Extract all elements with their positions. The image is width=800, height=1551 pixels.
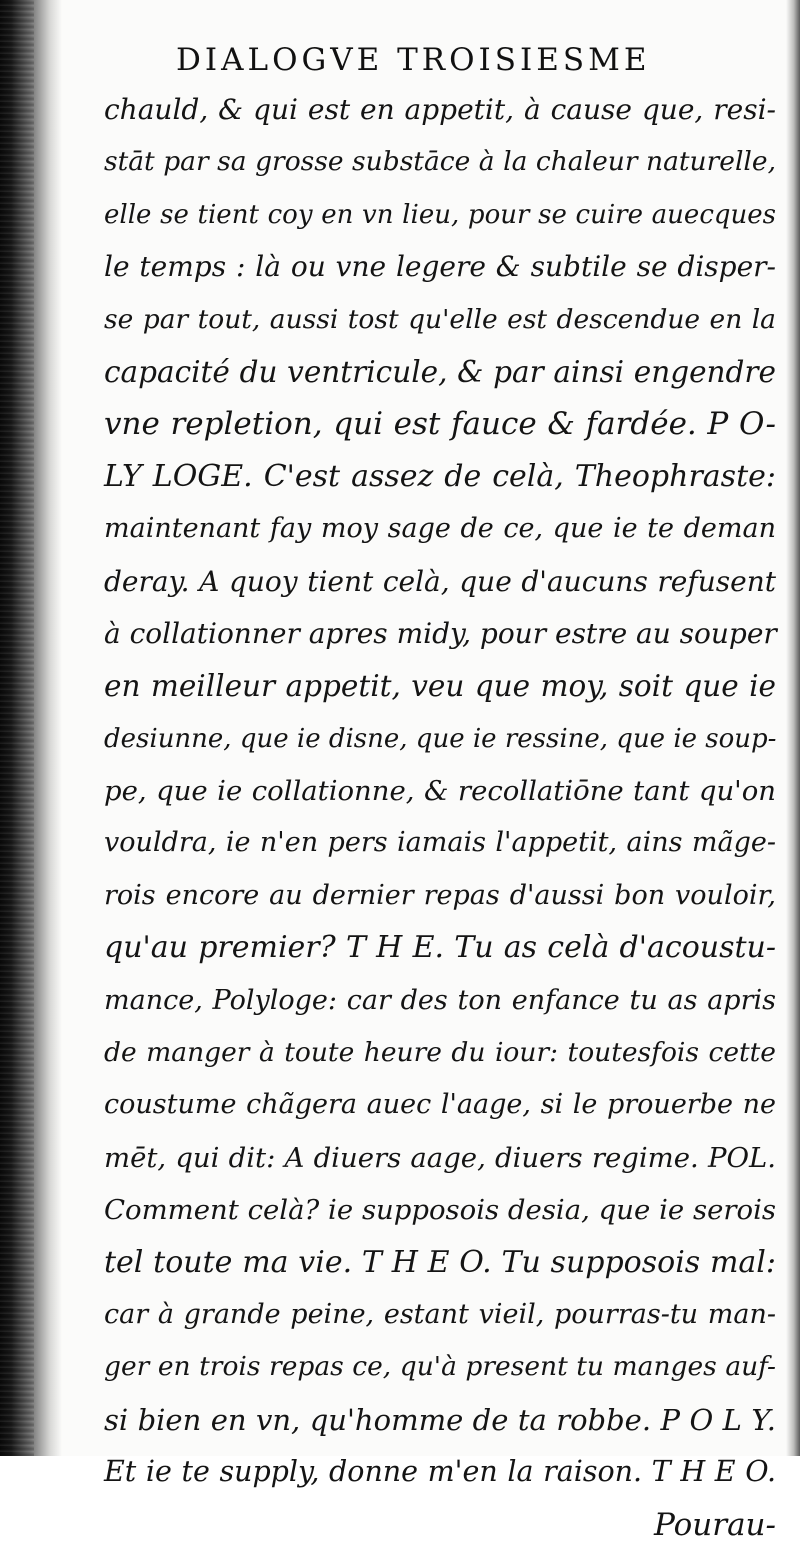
text-line: mance, Polyloge: car des ton enfance tu as apris xyxy=(104,984,776,1016)
page-edge-shadow xyxy=(786,0,800,1456)
text-line: à collationner apres midy, pour estre au souper xyxy=(104,616,777,650)
text-line: pe, que ie collationne, & recollatiōne tant qu'on xyxy=(104,775,776,808)
text-line: se par tout, aussi tost qu'elle est descendue en la xyxy=(104,303,776,335)
running-title: DIALOGVE TROISIESME xyxy=(176,42,651,78)
text-line: rois encore au dernier repas d'aussi bon vouloir, xyxy=(104,879,776,911)
text-line: maintenant fay moy sage de ce, que ie te deman xyxy=(104,513,776,545)
text-line: tel toute ma vie. T H E O. Tu supposois mal: xyxy=(104,1244,776,1280)
text-line: stāt par sa grosse substāce à la chaleur naturelle, xyxy=(104,146,776,178)
text-line: deray. A quoy tient celà, que d'aucuns refusent xyxy=(104,564,776,598)
text-line: ger en trois repas ce, qu'à present tu manges auf- xyxy=(104,1351,776,1383)
text-line: coustume chãgera auec l'aage, si le prouerbe ne xyxy=(104,1089,776,1121)
text-line: desiunne, que ie disne, que ie ressine, que ie soup- xyxy=(104,723,777,754)
text-line: car à grande peine, estant vieil, pourras-tu man- xyxy=(104,1298,776,1330)
text-line: de manger à toute heure du iour: toutesfois cette xyxy=(104,1037,776,1069)
text-line: chauld, & qui est en appetit, à cause que, resi- xyxy=(104,93,776,126)
text-line: LY LOGE. C'est assez de celà, Theophraste: xyxy=(104,458,776,494)
text-line: elle se tient coy en vn lieu, pour se cuire auecques xyxy=(104,199,776,230)
text-line: qu'au premier? T H E. Tu as celà d'acoustu- xyxy=(104,930,776,966)
text-line: vne repletion, qui est fauce & fardée. P O- xyxy=(104,406,776,443)
spine-texture xyxy=(0,0,34,1456)
text-line: Et ie te supply, donne m'en la raison. T H E O. xyxy=(104,1455,776,1489)
text-line: si bien en vn, qu'homme de ta robbe. P O L Y. xyxy=(104,1402,776,1437)
text-line: le temps : là ou vne legere & subtile se disper- xyxy=(104,250,776,284)
text-line: Comment celà? ie supposois desia, que ie serois xyxy=(104,1194,776,1227)
text-line: vouldra, ie n'en pers iamais l'appetit, ains mãge- xyxy=(104,827,776,859)
text-line: en meilleur appetit, veu que moy, soit que ie xyxy=(104,669,776,704)
body-text xyxy=(104,84,776,1551)
text-line: capacité du ventricule, & par ainsi engendre xyxy=(104,354,776,389)
text-line: mēt, qui dit: A diuers aage, diuers regime. POL. xyxy=(104,1141,776,1174)
catchword: Pourau- xyxy=(654,1506,776,1543)
